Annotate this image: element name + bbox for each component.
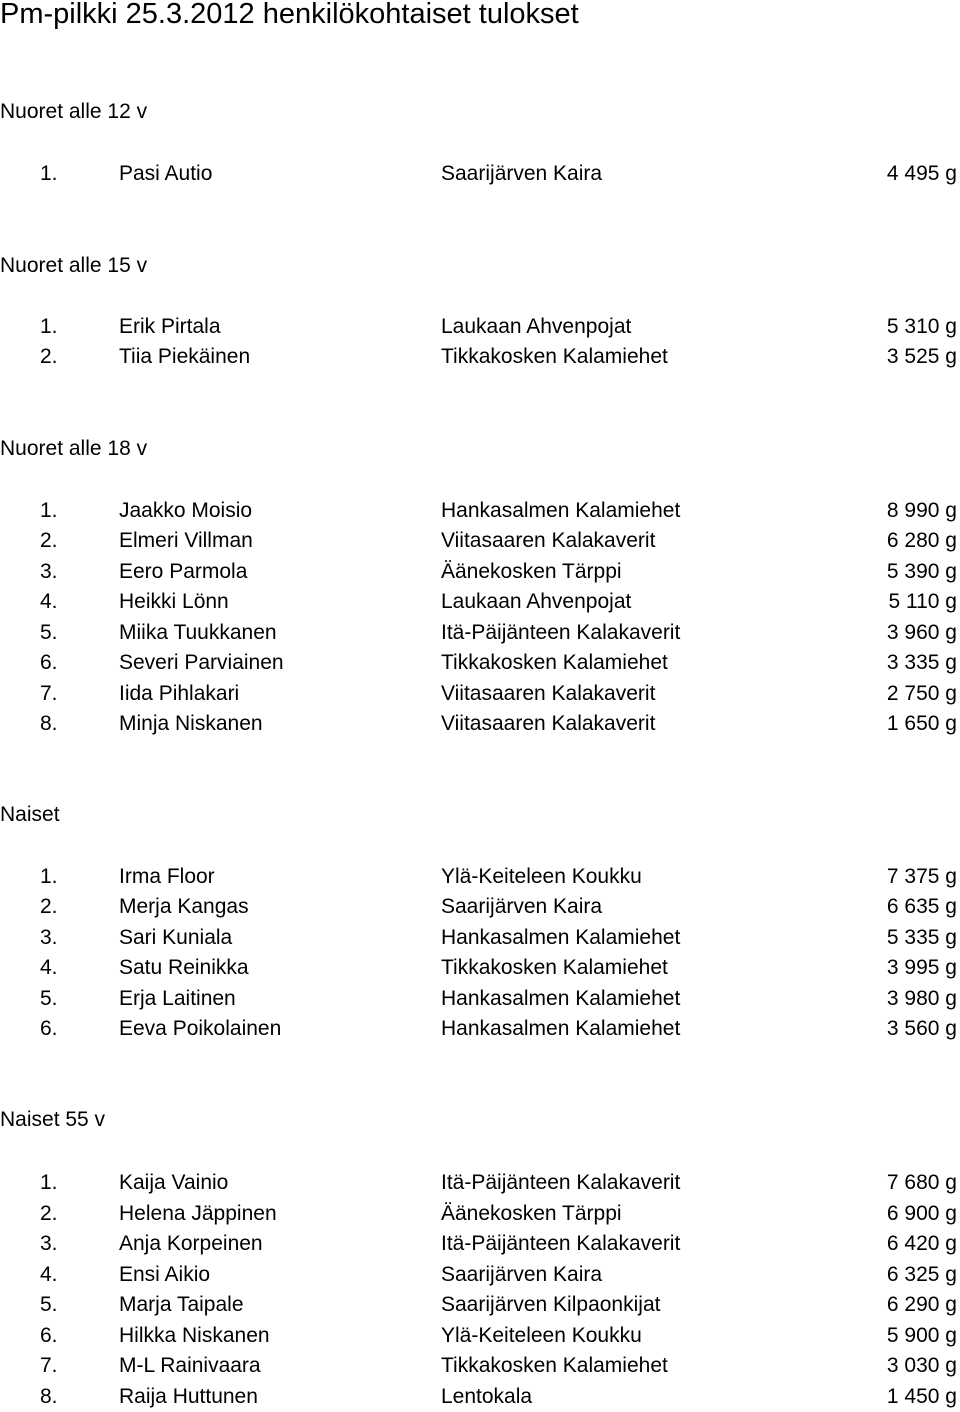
result-row (0, 923, 960, 953)
result-weight: 6 420 g (886, 1232, 957, 1255)
result-club: Viitasaaren Kalakaverit (441, 712, 656, 735)
result-name: Raija Huttunen (119, 1385, 258, 1408)
result-rank: 3. (40, 926, 58, 949)
result-row (0, 557, 960, 587)
category-heading: Nuoret alle 12 v (0, 100, 148, 123)
category-heading: Naiset (0, 803, 60, 826)
result-weight: 5 390 g (886, 560, 957, 583)
result-name: Iida Pihlakari (119, 682, 240, 705)
result-club: Viitasaaren Kalakaverit (441, 682, 656, 705)
result-name: M-L Rainivaara (119, 1354, 261, 1377)
result-rank: 2. (40, 895, 58, 918)
result-row (0, 1290, 960, 1320)
result-rank: 1. (40, 865, 58, 888)
result-club: Itä-Päijänteen Kalakaverit (441, 1171, 681, 1194)
result-club: Tikkakosken Kalamiehet (441, 956, 668, 979)
result-name: Miika Tuukkanen (119, 621, 277, 644)
result-row (0, 1321, 960, 1351)
result-rank: 1. (40, 499, 58, 522)
result-rank: 4. (40, 1263, 58, 1286)
result-club: Itä-Päijänteen Kalakaverit (441, 621, 681, 644)
result-weight: 5 110 g (888, 590, 957, 613)
result-rank: 4. (40, 956, 58, 979)
result-row (0, 526, 960, 556)
result-row (0, 862, 960, 892)
result-name: Ensi Aikio (119, 1263, 211, 1286)
result-name: Satu Reinikka (119, 956, 249, 979)
result-name: Erik Pirtala (119, 315, 221, 338)
result-weight: 6 900 g (886, 1202, 957, 1225)
result-weight: 2 750 g (886, 682, 957, 705)
result-rank: 6. (40, 651, 58, 674)
result-weight: 3 030 g (886, 1354, 957, 1377)
result-club: Viitasaaren Kalakaverit (441, 529, 656, 552)
result-rank: 7. (40, 1354, 58, 1377)
result-rank: 6. (40, 1324, 58, 1347)
result-rank: 2. (40, 345, 58, 368)
result-club: Hankasalmen Kalamiehet (441, 926, 681, 949)
result-rank: 3. (40, 560, 58, 583)
result-name: Elmeri Villman (119, 529, 253, 552)
result-club: Saarijärven Kaira (441, 162, 603, 185)
result-club: Saarijärven Kaira (441, 1263, 603, 1286)
result-weight: 3 560 g (886, 1017, 957, 1040)
result-name: Tiia Piekäinen (119, 345, 251, 368)
result-rank: 3. (40, 1232, 58, 1255)
result-name: Minja Niskanen (119, 712, 263, 735)
result-row (0, 1168, 960, 1198)
result-weight: 7 375 g (886, 865, 957, 888)
result-club: Laukaan Ahvenpojat (441, 315, 632, 338)
result-club: Ylä-Keiteleen Koukku (441, 865, 642, 888)
result-weight: 6 325 g (886, 1263, 957, 1286)
result-row (0, 1199, 960, 1229)
result-rank: 1. (40, 1171, 58, 1194)
result-name: Irma Floor (119, 865, 215, 888)
result-club: Hankasalmen Kalamiehet (441, 1017, 681, 1040)
result-weight: 3 525 g (886, 345, 957, 368)
result-rank: 1. (40, 315, 58, 338)
result-club: Tikkakosken Kalamiehet (441, 345, 668, 368)
result-name: Jaakko Moisio (119, 499, 253, 522)
result-row (0, 709, 960, 739)
result-row (0, 648, 960, 678)
result-weight: 5 335 g (886, 926, 957, 949)
result-club: Itä-Päijänteen Kalakaverit (441, 1232, 681, 1255)
result-name: Eeva Poikolainen (119, 1017, 282, 1040)
category-heading: Nuoret alle 18 v (0, 437, 148, 460)
result-weight: 3 335 g (886, 651, 957, 674)
category-heading: Nuoret alle 15 v (0, 254, 148, 277)
result-row (0, 342, 960, 372)
result-row (0, 159, 960, 189)
result-weight: 6 290 g (886, 1293, 957, 1316)
result-name: Eero Parmola (119, 560, 248, 583)
result-club: Tikkakosken Kalamiehet (441, 651, 668, 674)
category-heading: Naiset 55 v (0, 1108, 106, 1131)
result-weight: 6 280 g (886, 529, 957, 552)
result-weight: 4 495 g (886, 162, 957, 185)
result-row (0, 618, 960, 648)
result-rank: 5. (40, 1293, 58, 1316)
result-weight: 3 960 g (886, 621, 957, 644)
result-row (0, 1260, 960, 1290)
result-row (0, 496, 960, 526)
result-name: Helena Jäppinen (119, 1202, 277, 1225)
result-weight: 7 680 g (886, 1171, 957, 1194)
result-row (0, 892, 960, 922)
result-weight: 8 990 g (886, 499, 957, 522)
result-club: Hankasalmen Kalamiehet (441, 987, 681, 1010)
result-rank: 2. (40, 1202, 58, 1225)
result-row (0, 953, 960, 983)
result-rank: 6. (40, 1017, 58, 1040)
page-title: Pm-pilkki 25.3.2012 henkilökohtaiset tulokset (0, 0, 579, 30)
result-weight: 3 980 g (886, 987, 957, 1010)
result-name: Pasi Autio (119, 162, 213, 185)
result-row (0, 679, 960, 709)
result-row (0, 587, 960, 617)
result-rank: 4. (40, 590, 58, 613)
result-club: Ylä-Keiteleen Koukku (441, 1324, 642, 1347)
result-weight: 6 635 g (886, 895, 957, 918)
result-name: Marja Taipale (119, 1293, 244, 1316)
result-rank: 8. (40, 712, 58, 735)
result-club: Hankasalmen Kalamiehet (441, 499, 681, 522)
result-club: Lentokala (441, 1385, 533, 1408)
result-rank: 7. (40, 682, 58, 705)
result-name: Anja Korpeinen (119, 1232, 263, 1255)
result-name: Erja Laitinen (119, 987, 236, 1010)
result-club: Tikkakosken Kalamiehet (441, 1354, 668, 1377)
result-name: Merja Kangas (119, 895, 249, 918)
result-club: Saarijärven Kilpaonkijat (441, 1293, 661, 1316)
result-row (0, 1014, 960, 1044)
result-club: Äänekosken Tärppi (441, 1202, 622, 1225)
result-row (0, 1351, 960, 1381)
result-row (0, 984, 960, 1014)
result-club: Saarijärven Kaira (441, 895, 603, 918)
result-row (0, 1229, 960, 1259)
result-name: Severi Parviainen (119, 651, 284, 674)
result-weight: 1 450 g (886, 1385, 957, 1408)
result-rank: 5. (40, 987, 58, 1010)
result-rank: 2. (40, 529, 58, 552)
result-name: Heikki Lönn (119, 590, 229, 613)
result-name: Kaija Vainio (119, 1171, 229, 1194)
result-name: Hilkka Niskanen (119, 1324, 270, 1347)
result-name: Sari Kuniala (119, 926, 233, 949)
result-rank: 5. (40, 621, 58, 644)
result-club: Äänekosken Tärppi (441, 560, 622, 583)
result-weight: 1 650 g (886, 712, 957, 735)
result-rank: 8. (40, 1385, 58, 1408)
result-club: Laukaan Ahvenpojat (441, 590, 632, 613)
result-weight: 3 995 g (886, 956, 957, 979)
result-weight: 5 900 g (886, 1324, 957, 1347)
result-row (0, 1382, 960, 1412)
result-weight: 5 310 g (886, 315, 957, 338)
result-rank: 1. (40, 162, 58, 185)
result-row (0, 312, 960, 342)
